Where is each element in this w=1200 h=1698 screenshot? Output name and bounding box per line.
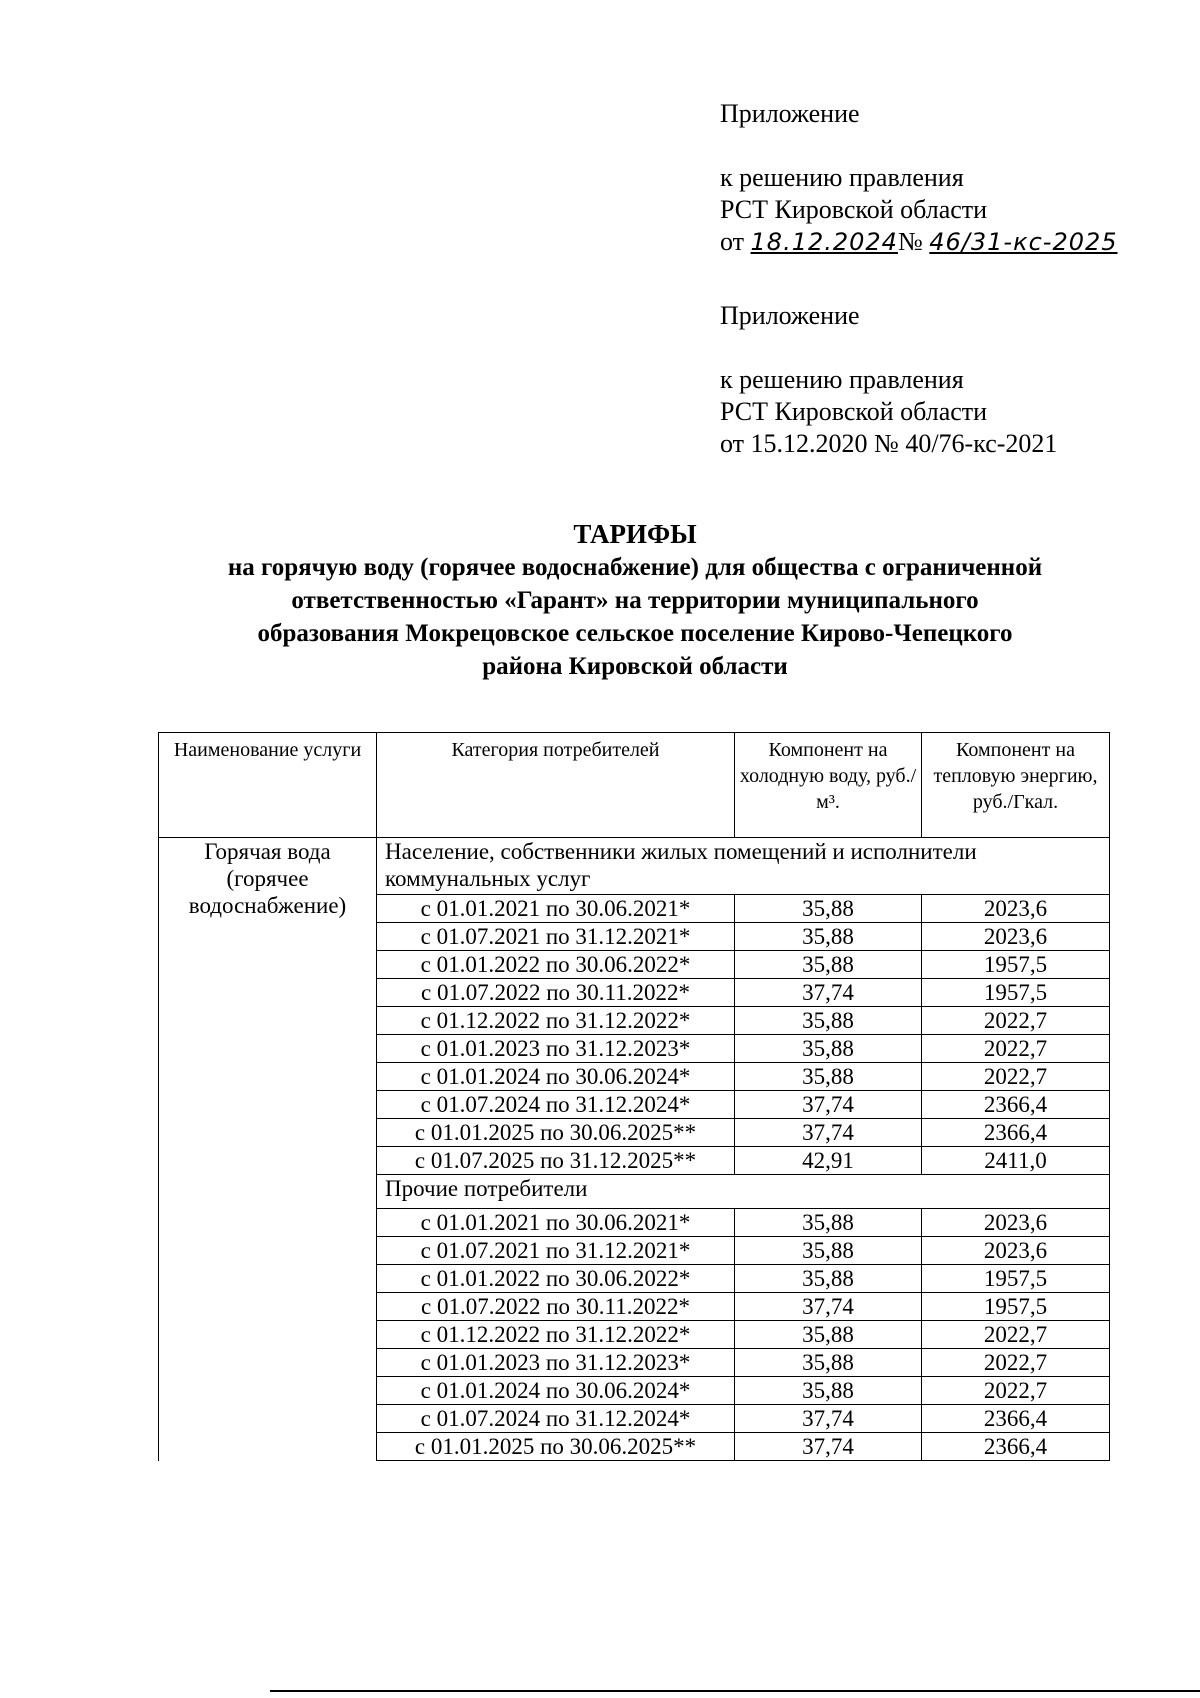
handwritten-number: 46/31-кс-2025 xyxy=(929,228,1118,256)
title-line-3: образования Мокрецовское сельское поселение Кирово-Чепецкого xyxy=(257,620,1013,647)
heat-cell: 2022,7 xyxy=(922,1321,1110,1349)
service-name: Горячая вода (горячее водоснабжение) xyxy=(159,838,377,1461)
appendix-previous xyxy=(720,300,1057,460)
appendix-line-2: РСТ Кировской области xyxy=(720,195,988,224)
heat-cell: 2022,7 xyxy=(922,1063,1110,1091)
handwritten-date: 18.12.2024 xyxy=(750,228,898,256)
heat-cell: 2023,6 xyxy=(922,895,1110,923)
period-cell: с 01.01.2022 по 30.06.2022* xyxy=(377,951,735,979)
title-line-4: района Кировской области xyxy=(482,653,788,680)
appendix-line-3 xyxy=(720,226,1118,258)
document-title xyxy=(140,518,1130,683)
number-sign: № xyxy=(897,227,923,256)
period-cell: с 01.07.2022 по 30.11.2022* xyxy=(377,1293,735,1321)
category-other: Прочие потребители xyxy=(377,1175,1110,1209)
cold-water-cell: 35,88 xyxy=(735,1209,922,1237)
cold-water-cell: 35,88 xyxy=(735,1035,922,1063)
period-cell: с 01.07.2025 по 31.12.2025** xyxy=(377,1147,735,1175)
category-row xyxy=(159,838,1110,895)
period-cell: с 01.01.2024 по 30.06.2024* xyxy=(377,1063,735,1091)
heat-cell: 2023,6 xyxy=(922,1237,1110,1265)
period-cell: с 01.12.2022 по 31.12.2022* xyxy=(377,1007,735,1035)
tariffs-table xyxy=(158,732,1110,1461)
heat-cell: 2023,6 xyxy=(922,1209,1110,1237)
period-cell: с 01.01.2024 по 30.06.2024* xyxy=(377,1377,735,1405)
cold-water-cell: 37,74 xyxy=(735,1293,922,1321)
header-category: Категория потребителей xyxy=(377,733,735,838)
cold-water-cell: 37,74 xyxy=(735,1405,922,1433)
heat-cell: 2022,7 xyxy=(922,1035,1110,1063)
heat-cell: 2022,7 xyxy=(922,1377,1110,1405)
heat-cell: 1957,5 xyxy=(922,1265,1110,1293)
cold-water-cell: 42,91 xyxy=(735,1147,922,1175)
period-cell: с 01.01.2025 по 30.06.2025** xyxy=(377,1433,735,1461)
period-cell: с 01.07.2024 по 31.12.2024* xyxy=(377,1405,735,1433)
appendix-from: от xyxy=(720,227,745,256)
category-population: Население, собственники жилых помещений и исполнители коммунальных услуг xyxy=(377,838,1110,895)
title-line-2: ответственностью «Гарант» на территории муниципального xyxy=(291,587,979,614)
cold-water-cell: 35,88 xyxy=(735,1007,922,1035)
period-cell: с 01.07.2021 по 31.12.2021* xyxy=(377,923,735,951)
cold-water-cell: 35,88 xyxy=(735,1063,922,1091)
heat-cell: 2411,0 xyxy=(922,1147,1110,1175)
period-cell: с 01.01.2021 по 30.06.2021* xyxy=(377,1209,735,1237)
cold-water-cell: 35,88 xyxy=(735,923,922,951)
heat-cell: 2023,6 xyxy=(922,923,1110,951)
appendix-label: Приложение xyxy=(720,301,860,330)
period-cell: с 01.07.2022 по 30.11.2022* xyxy=(377,979,735,1007)
cold-water-cell: 35,88 xyxy=(735,1237,922,1265)
cold-water-cell: 37,74 xyxy=(735,1091,922,1119)
period-cell: с 01.12.2022 по 31.12.2022* xyxy=(377,1321,735,1349)
appendix-line-1: к решению правления xyxy=(720,163,964,192)
heat-cell: 1957,5 xyxy=(922,951,1110,979)
cold-water-cell: 35,88 xyxy=(735,1377,922,1405)
period-cell: с 01.01.2022 по 30.06.2022* xyxy=(377,1265,735,1293)
cold-water-cell: 35,88 xyxy=(735,1265,922,1293)
header-service: Наименование услуги xyxy=(159,733,377,838)
cold-water-cell: 37,74 xyxy=(735,1119,922,1147)
cold-water-cell: 37,74 xyxy=(735,979,922,1007)
period-cell: с 01.01.2025 по 30.06.2025** xyxy=(377,1119,735,1147)
appendix-line-3: от 15.12.2020 № 40/76-кс-2021 xyxy=(720,429,1058,458)
heat-cell: 2022,7 xyxy=(922,1007,1110,1035)
heat-cell: 2366,4 xyxy=(922,1405,1110,1433)
period-cell: с 01.01.2021 по 30.06.2021* xyxy=(377,895,735,923)
table-header-row xyxy=(159,733,1110,838)
period-cell: с 01.07.2021 по 31.12.2021* xyxy=(377,1237,735,1265)
cold-water-cell: 37,74 xyxy=(735,1433,922,1461)
appendix-line-2: РСТ Кировской области xyxy=(720,397,988,426)
cold-water-cell: 35,88 xyxy=(735,895,922,923)
heat-cell: 2366,4 xyxy=(922,1091,1110,1119)
cold-water-cell: 35,88 xyxy=(735,951,922,979)
appendix-current xyxy=(720,98,1118,258)
period-cell: с 01.07.2024 по 31.12.2024* xyxy=(377,1091,735,1119)
period-cell: с 01.01.2023 по 31.12.2023* xyxy=(377,1349,735,1377)
bottom-rule xyxy=(270,1690,1200,1692)
cold-water-cell: 35,88 xyxy=(735,1349,922,1377)
appendix-label: Приложение xyxy=(720,99,860,128)
cold-water-cell: 35,88 xyxy=(735,1321,922,1349)
title-main: ТАРИФЫ xyxy=(573,519,697,549)
heat-cell: 1957,5 xyxy=(922,1293,1110,1321)
appendix-line-1: к решению правления xyxy=(720,365,964,394)
title-line-1: на горячую воду (горячее водоснабжение) для общества с ограниченной xyxy=(227,554,1043,581)
period-cell: с 01.01.2023 по 31.12.2023* xyxy=(377,1035,735,1063)
heat-cell: 2366,4 xyxy=(922,1119,1110,1147)
heat-cell: 2022,7 xyxy=(922,1349,1110,1377)
heat-cell: 1957,5 xyxy=(922,979,1110,1007)
header-heat: Компонент на тепловую энергию, руб./Гкал. xyxy=(922,733,1110,838)
header-cold-water: Компонент на холодную воду, руб./м³. xyxy=(735,733,922,838)
heat-cell: 2366,4 xyxy=(922,1433,1110,1461)
